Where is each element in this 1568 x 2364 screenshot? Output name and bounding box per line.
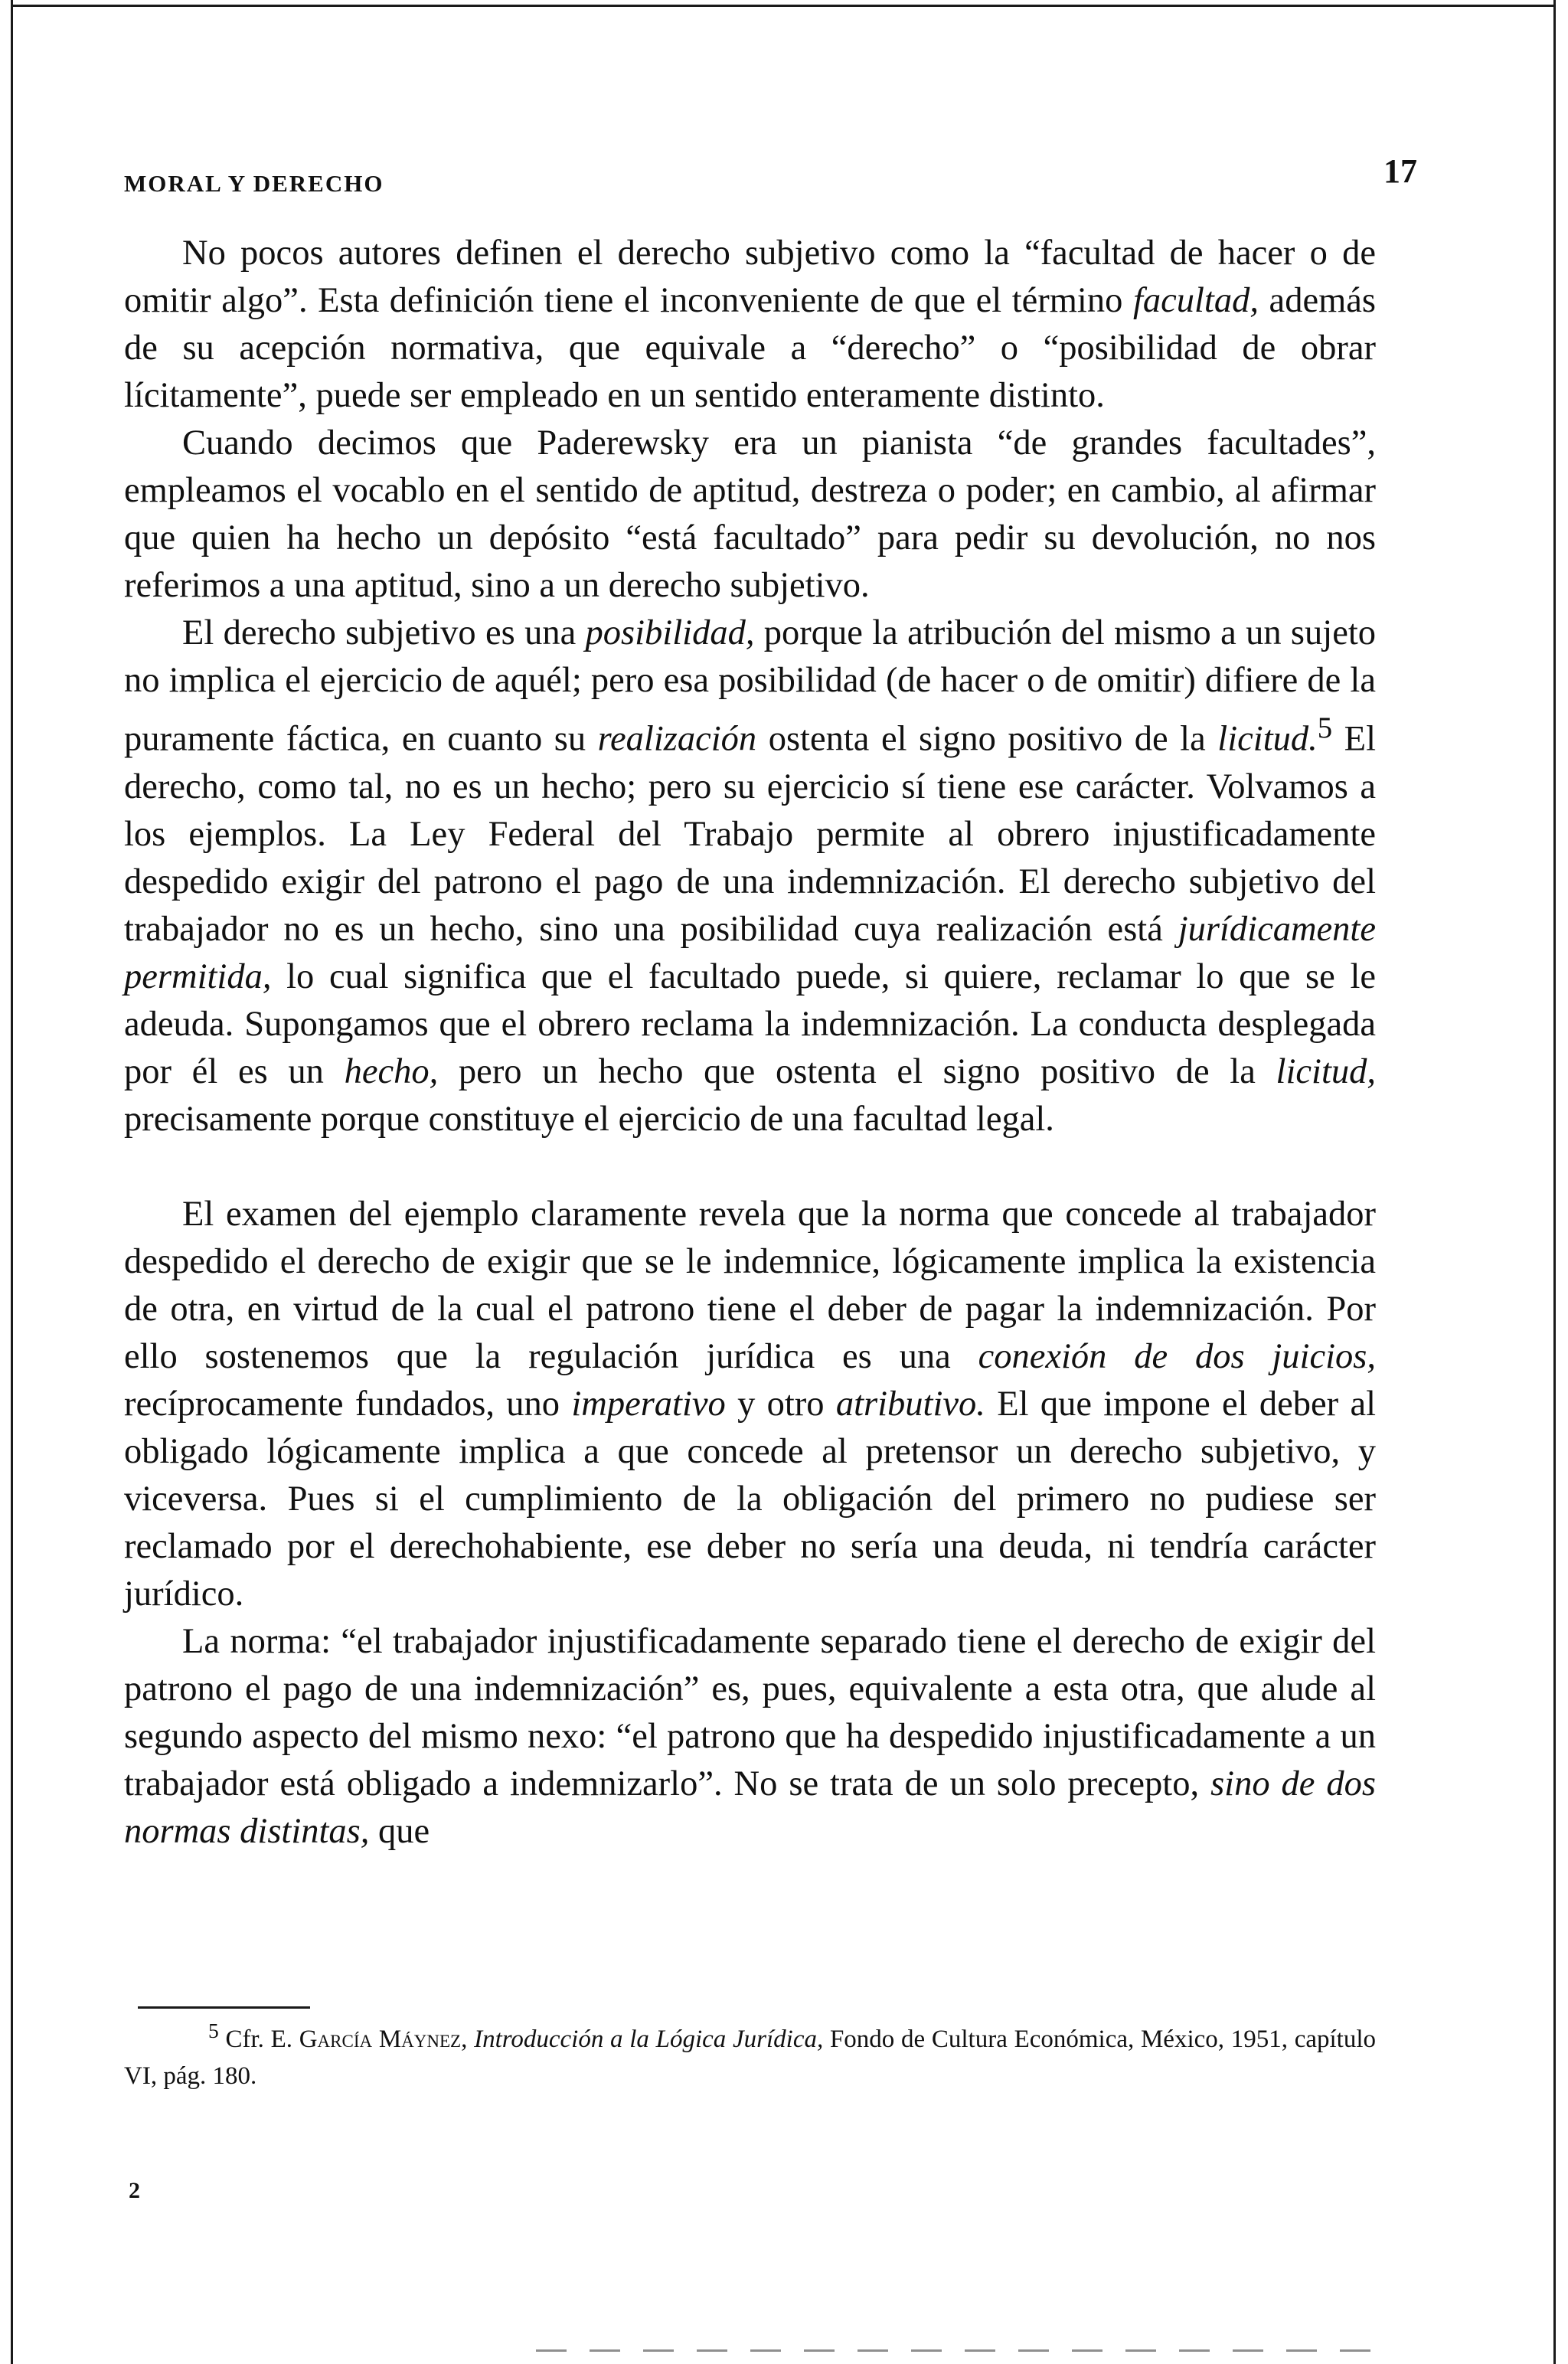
page-number: 17 — [1383, 152, 1417, 190]
text-run: que — [369, 1811, 430, 1851]
italic-text: licitud, — [1276, 1051, 1376, 1091]
footnote-reference: 5 — [208, 2019, 219, 2042]
text-run: No pocos autores definen el derecho subjetivo como la “facultad de hacer o de omitir algo”. Esta definición tiene el inconveniente de que el término — [124, 234, 1376, 320]
running-head: MORAL Y DERECHO — [124, 170, 384, 197]
scan-bottom-edge — [536, 2349, 1378, 2352]
italic-text: hecho, — [344, 1051, 439, 1091]
signature-mark: 2 — [129, 2178, 140, 2203]
italic-text: sino de dos normas distintas, — [124, 1764, 1377, 1851]
italic-text: posibilidad, — [585, 613, 755, 652]
paragraph — [124, 230, 1376, 420]
text-run: y otro — [725, 1384, 836, 1424]
text-run: Cuando decimos que Paderewsky era un pianista “de grandes facultades”, empleamos el vocablo en el sentido de aptitud, destreza o poder; en cambio, al afirmar que quien ha hecho un depósito “está facultado” para pedir su devolución, no nos referimos a una aptitud, sino a un derecho subjetivo. — [124, 423, 1376, 605]
paragraph — [124, 1191, 1376, 1618]
italic-text: Introducción a la Lógica Jurídica, — [474, 2026, 824, 2053]
footnote-reference: 5 — [1317, 711, 1333, 744]
paragraph — [124, 420, 1376, 610]
text-run: El derecho, como tal, no es un hecho; pero su ejercicio sí tiene ese carácter. Volvamos a los ejemplos. La Ley Federal del Trabajo permite al obrero injustificadamente despedido exigir del patrono el pago de una indemnización. El derecho subjetivo del trabajador no es un hecho, sino una posibilidad cuya realización está — [124, 719, 1376, 949]
paragraph — [124, 610, 1376, 1143]
text-run: El derecho subjetivo es una — [182, 613, 586, 652]
text-run: Cfr. E. — [218, 2026, 299, 2053]
italic-text: realización — [597, 719, 757, 759]
italic-text: imperativo — [571, 1384, 726, 1424]
text-run: ostenta el signo positivo de la — [756, 719, 1218, 759]
text-run: recíprocamente fundados, uno — [124, 1384, 572, 1424]
footnote-rule — [138, 2006, 310, 2009]
text-run: La norma: “el trabajador injustificadamente separado tiene el derecho de exigir del patrono el pago de una indemnización” es, pues, equivalente a esta otra, que alude al segundo aspecto del mismo nexo: “el patrono que ha despedido injustificadamente a un trabajador está obligado a indemnizarlo”. No se trata de un solo precepto, — [124, 1621, 1376, 1803]
footnote-text — [124, 2013, 1376, 2094]
text-run — [467, 2026, 474, 2053]
italic-text: atributivo. — [835, 1384, 985, 1424]
italic-text: licitud. — [1217, 719, 1318, 759]
italic-text: conexión de dos juicios, — [978, 1336, 1376, 1376]
italic-text: facultad, — [1132, 281, 1259, 320]
body-text — [124, 230, 1376, 1856]
text-run: El examen del ejemplo claramente revela que la norma que concede al trabajador despedido el derecho de exigir que se le indemnice, lógicamente implica la existencia de otra, en virtud de la cual el patrono tiene el deber de pagar la indemnización. Por ello sostenemos que la regulación jurídica es una — [124, 1194, 1376, 1376]
text-run: pero un hecho que ostenta el signo positivo de la — [438, 1051, 1276, 1091]
italic-text: jurídicamente permitida, — [124, 909, 1376, 996]
text-run: García Máynez, — [299, 2026, 468, 2053]
text-run: porque la atribución del mismo a un sujeto no implica el ejercicio de aquél; pero esa posibilidad (de hacer o de omitir) difiere de la puramente fáctica, en cuanto su — [124, 613, 1377, 759]
text-run: además de su acepción normativa, que equivale a “derecho” o “posibilidad de obrar lícitamente”, puede ser empleado en un sentido enteramente distinto. — [124, 281, 1376, 415]
text-run: El que impone el deber al obligado lógicamente implica a que concede al pretensor un derecho subjetivo, y viceversa. Pues si el cumplimiento de la obligación del primero no pudiese ser reclamado por el derechohabiente, ese deber no sería una deuda, ni tendría carácter jurídico. — [124, 1384, 1377, 1614]
text-run: precisamente porque constituye el ejercicio de una facultad legal. — [124, 1099, 1054, 1139]
paragraph — [124, 1618, 1376, 1856]
text-run: lo cual significa que el facultado puede, si quiere, reclamar lo que se le adeuda. Supongamos que el obrero reclama la indemnización. La conducta desplegada por él es un — [124, 956, 1376, 1091]
footnote — [124, 2013, 1376, 2094]
text-run: Fondo de Cultura Económica, México, 1951, capítulo VI, pág. 180. — [124, 2026, 1376, 2090]
